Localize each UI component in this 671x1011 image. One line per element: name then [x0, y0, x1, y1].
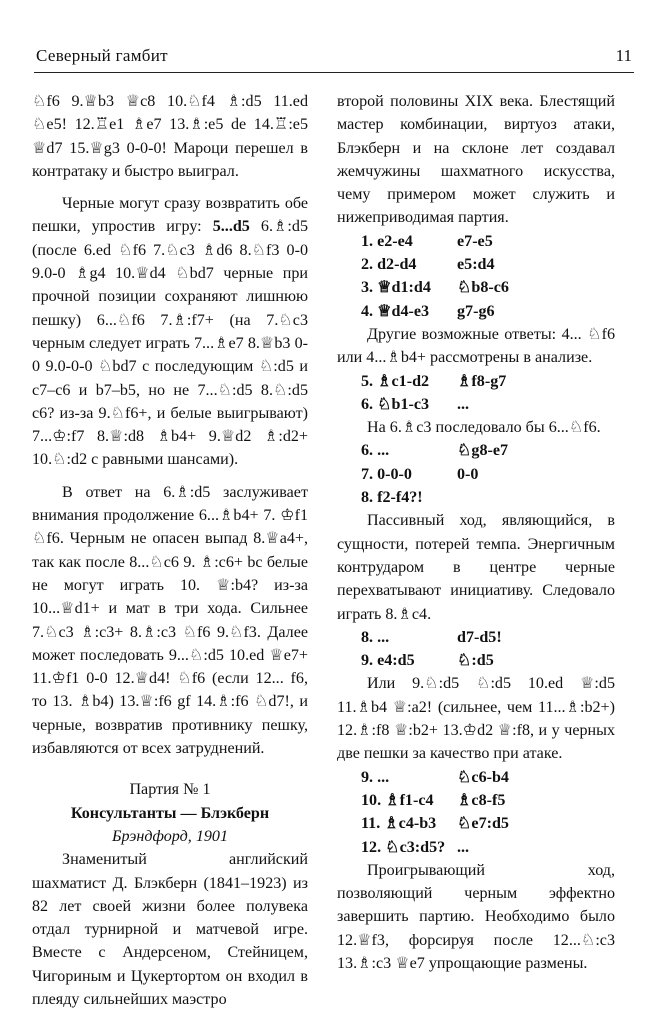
paragraph: Проигрывающий ход, позволяющий черным эффектно завершить партию. Необходимо было 12.♕f3, форсируя после 12...♘:c3 13.♗:c3 ♕e7 упрощающие размены. — [337, 861, 615, 972]
paragraph: Или 9.♘:d5 ♘:d5 10.ed ♕:d5 11.♗b4 ♕:a2! (сильнее, чем 11...♗:b2+) 12.♗:f8 ♕:b2+ 13.♔d2 ♕:f8, и у черных две пешки за качество при атаке. — [337, 675, 615, 763]
running-header — [36, 46, 632, 70]
move-row: 9. e4:d5 ♘:d5 — [361, 652, 494, 670]
move-list — [337, 230, 615, 323]
move-row: 6. ♘b1-c3 ... — [361, 395, 470, 413]
move-row: 11. ♗c4-b3 ♘e7:d5 — [361, 815, 509, 833]
move-list — [337, 766, 615, 859]
move-row: 9. ... ♘c6-b4 — [361, 768, 509, 786]
paragraph: В ответ на 6.♗:d5 заслуживает внимания продолжение 6...♗b4+ 7. ♔f1 ♘f6. Черным не опасен выпад 8.♕a4+, так как после 8...♘c6 9. ♗:c6+ bc белые не могут играть 10. ♕:b4? из-за 10...♕d1+ и мат в три хода. Сильнее 7.♘c3 ♗:c3+ 8.♗:c3 ♘f6 9.♘f3. Далее может последовать 9...♘:d5 10.ed ♕e7+ 11.♔f1 0-0 12.♕d4! ♘f6 (если 12... f6, то 13. ♗b4) 13.♕:f6 gf 14.♗:f6 ♘d7!, и черные, возвратив противнику пешку, избавляются от всех затруднений. — [32, 483, 308, 758]
header-rule — [34, 72, 634, 73]
move-row: 5. ♗c1-d2 ♗f8-g7 — [361, 372, 507, 390]
move-list — [337, 439, 615, 509]
move-row: 8. f2-f4?! — [361, 489, 423, 507]
running-title: Северный гамбит — [36, 46, 168, 65]
move-list — [337, 626, 615, 673]
paragraph: второй половины XIX века. Блестящий мастер комбинации, виртуоз атаки, Блэкберн и на склоне лет создавал жемчужины шахматного искусства, чему примером может служить и нижеприводимая партия. — [337, 93, 615, 227]
paragraph: Черные могут сразу возвратить обе пешки, упростив игру: 5...d5 6.♗:d5 (после 6.ed ♘f6 7.♘c3 ♗d6 8.♘f3 0-0 9.0-0 ♗g4 10.♕d4 ♘bd7 черные при прочной позиции сохраняют лишнюю пешку) 6...♘f6 7.♗:f7+ (на 7.♘c3 черным следует играть 7...♗e7 8.♕b3 0-0 9.0-0-0 ♘bd7 с последующим ♘:d5 и c7–c6 и b7–b5, но не 7...♘:d5 8.♘:d5 c6? из-за 9.♘f6+, и белые выигрывают) 7...♔:f7 8.♕:d8 ♗b4+ 9.♕d2 ♗:d2+ 10.♘:d2 с равными шансами). — [32, 195, 308, 469]
paragraph: Другие возможные ответы: 4... ♘f6 или 4...♗b4+ рассмотрены в анализе. — [337, 325, 615, 367]
move-list — [337, 370, 615, 417]
left-column — [32, 90, 308, 1011]
paragraph: Знаменитый английский шахматист Д. Блэкберн (1841–1923) из 82 лет своей жизни более полувека отдал турнирной и матчевой игре. Вместе с Андерсеном, Стейницем, Чигориным и Цукертортом он входил в плеяду сильнейших маэстро — [32, 851, 308, 1008]
move-row: 8. ... d7-d5! — [361, 628, 502, 646]
move-row: 10. ♗f1-c4 ♗c8-f5 — [361, 791, 506, 809]
paragraph: Пассивный ход, являющийся, в сущности, потерей темпа. Энергичным контрударом в центре черные перехватывают инициативу. Следовало играть 8.♗c4. — [337, 512, 615, 623]
move-row: 12. ♘c3:d5? ... — [361, 838, 470, 856]
page-number: 11 — [615, 46, 632, 65]
move-row: 4. ♕d4-e3 g7-g6 — [361, 302, 495, 320]
move-row: 2. d2-d4 e5:d4 — [361, 256, 495, 274]
game-place: Брэндфорд, 1901 — [111, 827, 229, 845]
move-row: 7. 0-0-0 0-0 — [361, 465, 479, 483]
paragraph: На 6.♗c3 последовало бы 6...♘f6. — [367, 419, 601, 437]
move-row: 3. ♕d1:d4 ♘b8-c6 — [361, 279, 509, 297]
paragraph: ♘f6 9.♕b3 ♕c8 10.♘f4 ♗:d5 11.ed ♘e5! 12.♖e1 ♗e7 13.♗:e5 de 14.♖:e5 ♕d7 15.♕g3 0-0-0! Мароци перешел в контратаку и быстро выиграл. — [32, 93, 308, 180]
game-players: Консультанты — Блэкберн — [70, 804, 270, 822]
right-column — [337, 90, 615, 975]
move-row: 1. e2-e4 e7-e5 — [361, 232, 493, 250]
move-row: 6. ... ♘g8-e7 — [361, 442, 509, 460]
game-title: Партия № 1 — [129, 781, 211, 799]
